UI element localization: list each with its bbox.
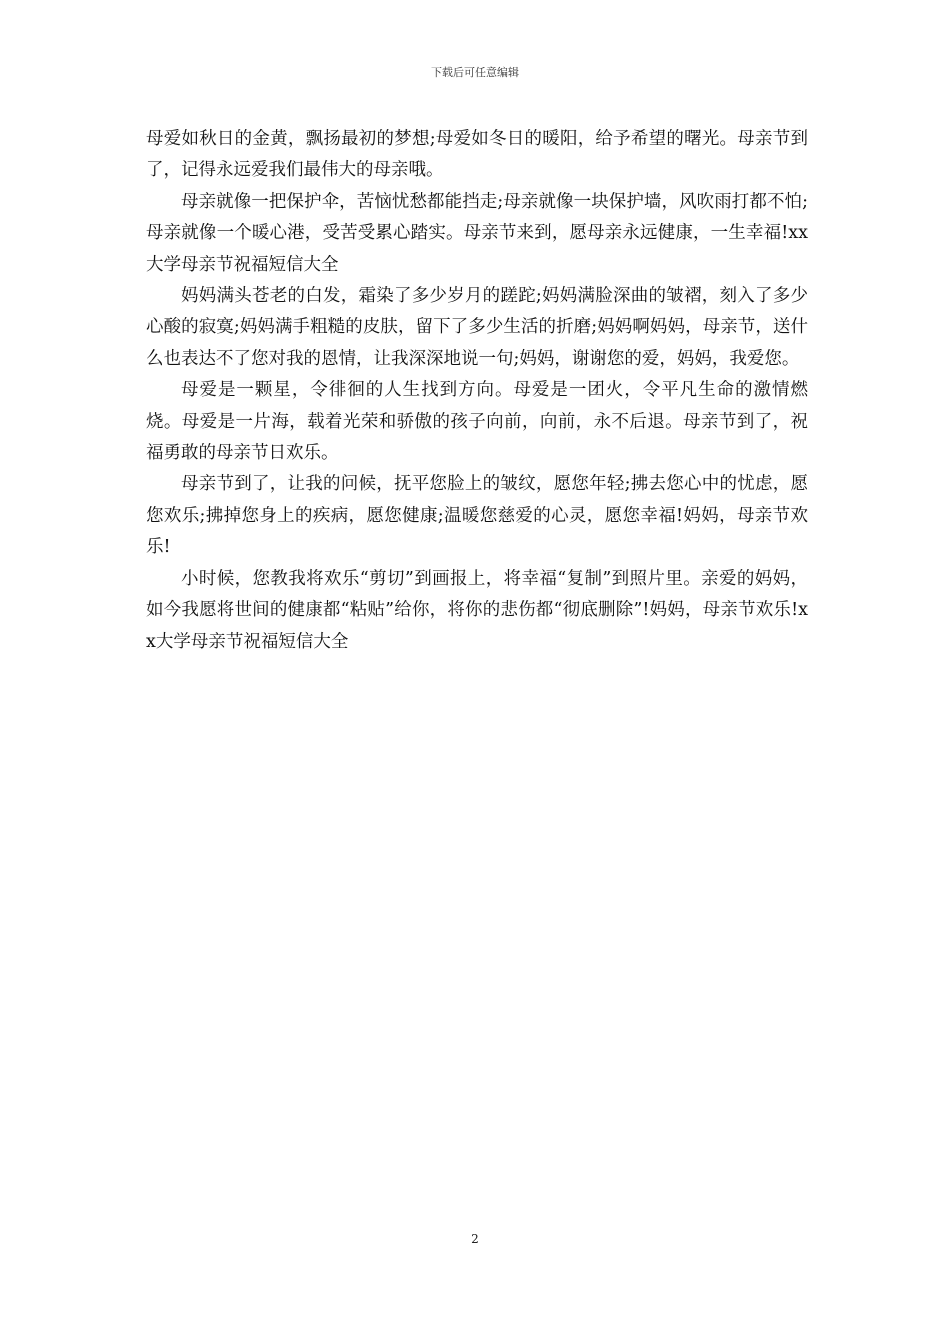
page-number: 2 [471, 1232, 479, 1246]
paragraph-1: 母爱如秋日的金黄，飘扬最初的梦想;母爱如冬日的暖阳，给予希望的曙光。母亲节到了，记得永远爱我们最伟大的母亲哦。 [146, 129, 808, 181]
paragraph-6: 小时候，您教我将欢乐“剪切”到画报上，将幸福“复制”到照片里。亲爱的妈妈，如今我愿将世间的健康都“粘贴”给你，将你的悲伤都“彻底删除”!妈妈，母亲节欢乐!xx大学母亲节祝福短信大全 [146, 568, 808, 652]
paragraph-4: 母爱是一颗星，令徘徊的人生找到方向。母爱是一团火，令平凡生命的激情燃烧。母爱是一片海，载着光荣和骄傲的孩子向前，向前，永不后退。母亲节到了，祝福勇敢的母亲节日欢乐。 [146, 380, 808, 464]
paragraph-3: 妈妈满头苍老的白发，霜染了多少岁月的蹉跎;妈妈满脸深曲的皱褶，刻入了多少心酸的寂寞;妈妈满手粗糙的皮肤，留下了多少生活的折磨;妈妈啊妈妈，母亲节，送什么也表达不了您对我的恩情，让我深深地说一句;妈妈，谢谢您的爱，妈妈，我爱您。 [146, 286, 808, 369]
document-body [146, 124, 808, 658]
paragraph-5: 母亲节到了，让我的问候，抚平您脸上的皱纹，愿您年轻;拂去您心中的忧虑，愿您欢乐;拂掉您身上的疾病，愿您健康;温暖您慈爱的心灵，愿您幸福!妈妈，母亲节欢乐! [146, 474, 808, 558]
paragraph-2: 母亲就像一把保护伞，苦恼忧愁都能挡走;母亲就像一块保护墙，风吹雨打都不怕;母亲就像一个暖心港，受苦受累心踏实。母亲节来到，愿母亲永远健康，一生幸福!xx大学母亲节祝福短信大全 [146, 191, 808, 275]
page-header-note: 下载后可任意编辑 [431, 66, 519, 79]
